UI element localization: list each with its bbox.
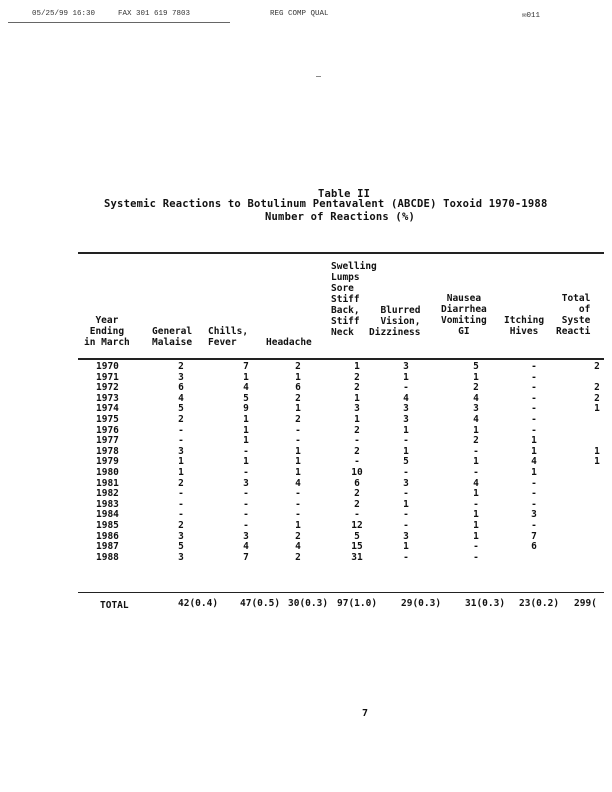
table-cell: 3 [178,371,184,383]
table-cell: - [473,445,479,457]
header-blurred-vision: Blurred Vision, Dizziness [369,305,421,338]
table-cell: 6 [178,382,184,394]
table-cell: 1 [403,445,409,457]
table-cell: 1 [531,445,537,457]
table-cell: 4 [178,392,184,404]
fax-number: FAX 301 619 7803 [118,10,191,18]
table-cell: 2 [594,392,600,404]
table-cell: 1 [473,371,479,383]
fax-header-rule [8,22,230,23]
table-cell: 1983 [96,498,119,510]
table-cell: 2 [295,392,301,404]
column-general-malaise [171,362,191,563]
table-cell: - [243,498,249,510]
table-cell: - [178,435,184,447]
table-cell: 1985 [96,519,119,531]
table-cell: 1975 [96,413,119,425]
table-cell: 4 [473,413,479,425]
total-chills: 47(0.5) [240,598,281,609]
table-cell: - [531,424,537,436]
table-cell: 4 [473,392,479,404]
column-chills-fever [236,362,256,563]
column-swelling [346,362,368,563]
table-subtitle: Systemic Reactions to Botulinum Pentavalent (ABCDE) Toxoid 1970-1988 [104,198,548,210]
table-cell: - [295,435,301,447]
header-general-malaise: General Malaise [152,326,193,348]
table-cell: 12 [351,519,363,531]
table-cell: 1973 [96,392,119,404]
total-label: TOTAL [100,600,129,611]
table-cell: 1 [243,413,249,425]
table-cell: - [295,424,301,436]
column-years [96,362,136,563]
table-cell: 1 [531,466,537,478]
header-total: Total of Syste Reacti [556,293,591,337]
table-cell: 5 [243,392,249,404]
table-cell [588,489,606,500]
table-cell: 1987 [96,541,119,553]
table-cell: - [531,477,537,489]
column-total [588,362,606,563]
table-cell: 3 [178,445,184,457]
table-cell: - [531,382,537,394]
table-cell [588,542,606,553]
table-cell: 2 [594,361,600,372]
table-cell: 1 [403,498,409,510]
table-cell: 10 [351,466,363,478]
table-cell: 1972 [96,382,119,394]
table-cell: 2 [354,382,360,394]
table-cell: 15 [351,541,363,553]
table-cell: 4 [295,541,301,553]
header-headache: Headache [266,337,312,348]
header-nausea: Nausea Diarrhea Vomiting GI [441,293,487,337]
table-cell: - [354,456,360,468]
table-cell: 6 [295,382,301,394]
table-cell: 1 [473,530,479,542]
table-cell: - [295,509,301,521]
page-number: 7 [362,708,369,719]
table-cell: 1 [243,456,249,468]
table-cell: 2 [354,488,360,500]
table-cell: - [531,498,537,510]
table-cell: 4 [295,477,301,489]
table-cell: - [178,509,184,521]
table-cell: 1980 [96,466,119,478]
table-cell: 1974 [96,403,119,415]
table-cell: 5 [178,403,184,415]
table-cell: 1 [243,435,249,447]
table-cell: 1981 [96,477,119,489]
total-nausea: 31(0.3) [465,598,506,609]
table-cell [588,500,606,511]
table-cell: - [403,488,409,500]
table-cell: 1 [178,466,184,478]
table-cell: - [531,519,537,531]
table-cell: - [178,498,184,510]
table-cell: 1 [473,488,479,500]
table-cell: 3 [354,403,360,415]
table-cell: - [531,488,537,500]
total-itching: 23(0.2) [519,598,560,609]
table-cell: 1988 [96,551,119,563]
table-cell: 1 [295,519,301,531]
table-cell: 1978 [96,445,119,457]
table-cell: 2 [354,371,360,383]
table-cell: - [531,361,537,372]
table-title: Table II [318,188,371,200]
header-chills-fever: Chills, Fever [208,326,249,348]
stray-mark [316,76,321,77]
table-cell: 7 [243,361,249,372]
column-itching-hives [524,362,544,563]
table-cell: 1 [295,371,301,383]
table-cell: 1 [403,541,409,553]
table-cell: 3 [178,551,184,563]
total-swelling: 97(1.0) [337,598,378,609]
table-cell: 1 [473,519,479,531]
table-cell: - [178,488,184,500]
table-cell: 5 [354,530,360,542]
table-cell [588,553,606,564]
table-cell: - [403,509,409,521]
table-cell: 2 [354,424,360,436]
table-cell: - [243,519,249,531]
table-cell: 1 [354,361,360,372]
table-cell: 3 [403,413,409,425]
table-cell: - [473,551,479,563]
total-malaise: 42(0.4) [178,598,219,609]
table-cell: 5 [178,541,184,553]
table-cell: 3 [403,403,409,415]
table-cell [588,415,606,426]
table-cell [588,521,606,532]
header-itching-hives: Itching Hives [504,315,545,337]
table-cell: 7 [531,530,537,542]
header-swelling: Swelling Lumps Sore Stiff Back, Stiff Neck [331,261,377,338]
table-cell: - [403,519,409,531]
table-cell: 2 [178,519,184,531]
total-headache: 30(0.3) [288,598,329,609]
table-cell: 1 [473,456,479,468]
table-cell: - [473,466,479,478]
table-cell: 2 [295,551,301,563]
table-cell: 3 [531,509,537,521]
table-cell: - [403,466,409,478]
table-cell: 3 [243,477,249,489]
table-cell [588,426,606,437]
table-cell: 4 [531,456,537,468]
table-cell: - [531,403,537,415]
table-cell: - [531,371,537,383]
fax-page: ✉011 [522,12,541,20]
table-cell: 1 [295,403,301,415]
fax-sender: REG COMP QUAL [270,10,329,18]
table-cell: - [243,445,249,457]
table-cell: 1 [403,371,409,383]
table-cell: - [531,392,537,404]
table-cell: 1 [594,456,600,468]
table-cell: 4 [243,382,249,394]
table-cell: - [243,466,249,478]
header-year: Year Ending in March [84,315,130,348]
total-blurred: 29(0.3) [401,598,442,609]
table-cell: - [295,488,301,500]
table-cell: - [403,382,409,394]
table-cell: - [403,551,409,563]
table-cell: 3 [243,530,249,542]
table-cell: 31 [351,551,363,563]
table-cell: 1 [594,403,600,415]
table-cell: 3 [473,403,479,415]
table-cell: 1 [178,456,184,468]
table-cell [588,479,606,490]
table-cell: 3 [403,530,409,542]
table-cell: 2 [178,477,184,489]
table-cell: - [531,413,537,425]
table-header-rule [78,358,604,360]
table-cell: 3 [178,530,184,542]
table-total-rule [78,592,604,593]
table-cell: 6 [354,477,360,489]
table-cell: 4 [403,392,409,404]
table-cell: 6 [531,541,537,553]
table-cell: - [243,488,249,500]
table-cell [524,553,544,564]
table-cell: 1984 [96,509,119,521]
table-cell: 4 [243,541,249,553]
table-cell: 7 [243,551,249,563]
table-cell [588,468,606,479]
table-cell: 1 [403,424,409,436]
table-top-rule [78,252,604,254]
table-cell: 3 [403,361,409,372]
table-cell: 1 [243,371,249,383]
table-cell: 2 [473,382,479,394]
table-cell: 1 [354,413,360,425]
table-cell: 1 [243,424,249,436]
table-cell [588,510,606,521]
column-nausea [466,362,486,563]
table-cell: 2 [594,382,600,394]
table-cell: 1976 [96,424,119,436]
table-cell: 3 [403,477,409,489]
table-cell: - [178,424,184,436]
table-cell: 1 [295,445,301,457]
table-cell: 2 [178,361,184,372]
column-headache [288,362,308,563]
table-cell: 2 [354,445,360,457]
table-cell: - [354,435,360,447]
table-cell: 2 [295,413,301,425]
table-cell: 2 [473,435,479,447]
table-cell: 5 [473,361,479,372]
table-cell: - [354,509,360,521]
table-caption: Number of Reactions (%) [265,211,415,223]
table-cell: 5 [403,456,409,468]
table-cell: 1 [531,435,537,447]
table-cell: 1 [473,509,479,521]
table-cell: 4 [473,477,479,489]
table-cell: 1 [295,456,301,468]
table-cell: 1977 [96,435,119,447]
table-cell: 9 [243,403,249,415]
table-cell: - [403,435,409,447]
table-cell: 2 [295,361,301,372]
table-cell: 2 [178,413,184,425]
table-cell: 1 [594,445,600,457]
table-cell: 1 [354,392,360,404]
table-cell: 1979 [96,456,119,468]
table-cell: - [243,509,249,521]
table-cell: 2 [354,498,360,510]
table-cell: - [473,541,479,553]
column-blurred-vision [396,362,416,563]
table-cell: - [473,498,479,510]
table-cell: 2 [295,530,301,542]
table-cell: 1970 [96,361,119,372]
table-cell: 1971 [96,371,119,383]
table-cell: - [295,498,301,510]
table-cell: 1982 [96,488,119,500]
fax-datetime: 05/25/99 16:30 [32,10,96,18]
table-cell [588,532,606,543]
total-grand: 299( [574,598,597,609]
table-cell: 1 [473,424,479,436]
table-cell: 1 [295,466,301,478]
table-cell: 1986 [96,530,119,542]
